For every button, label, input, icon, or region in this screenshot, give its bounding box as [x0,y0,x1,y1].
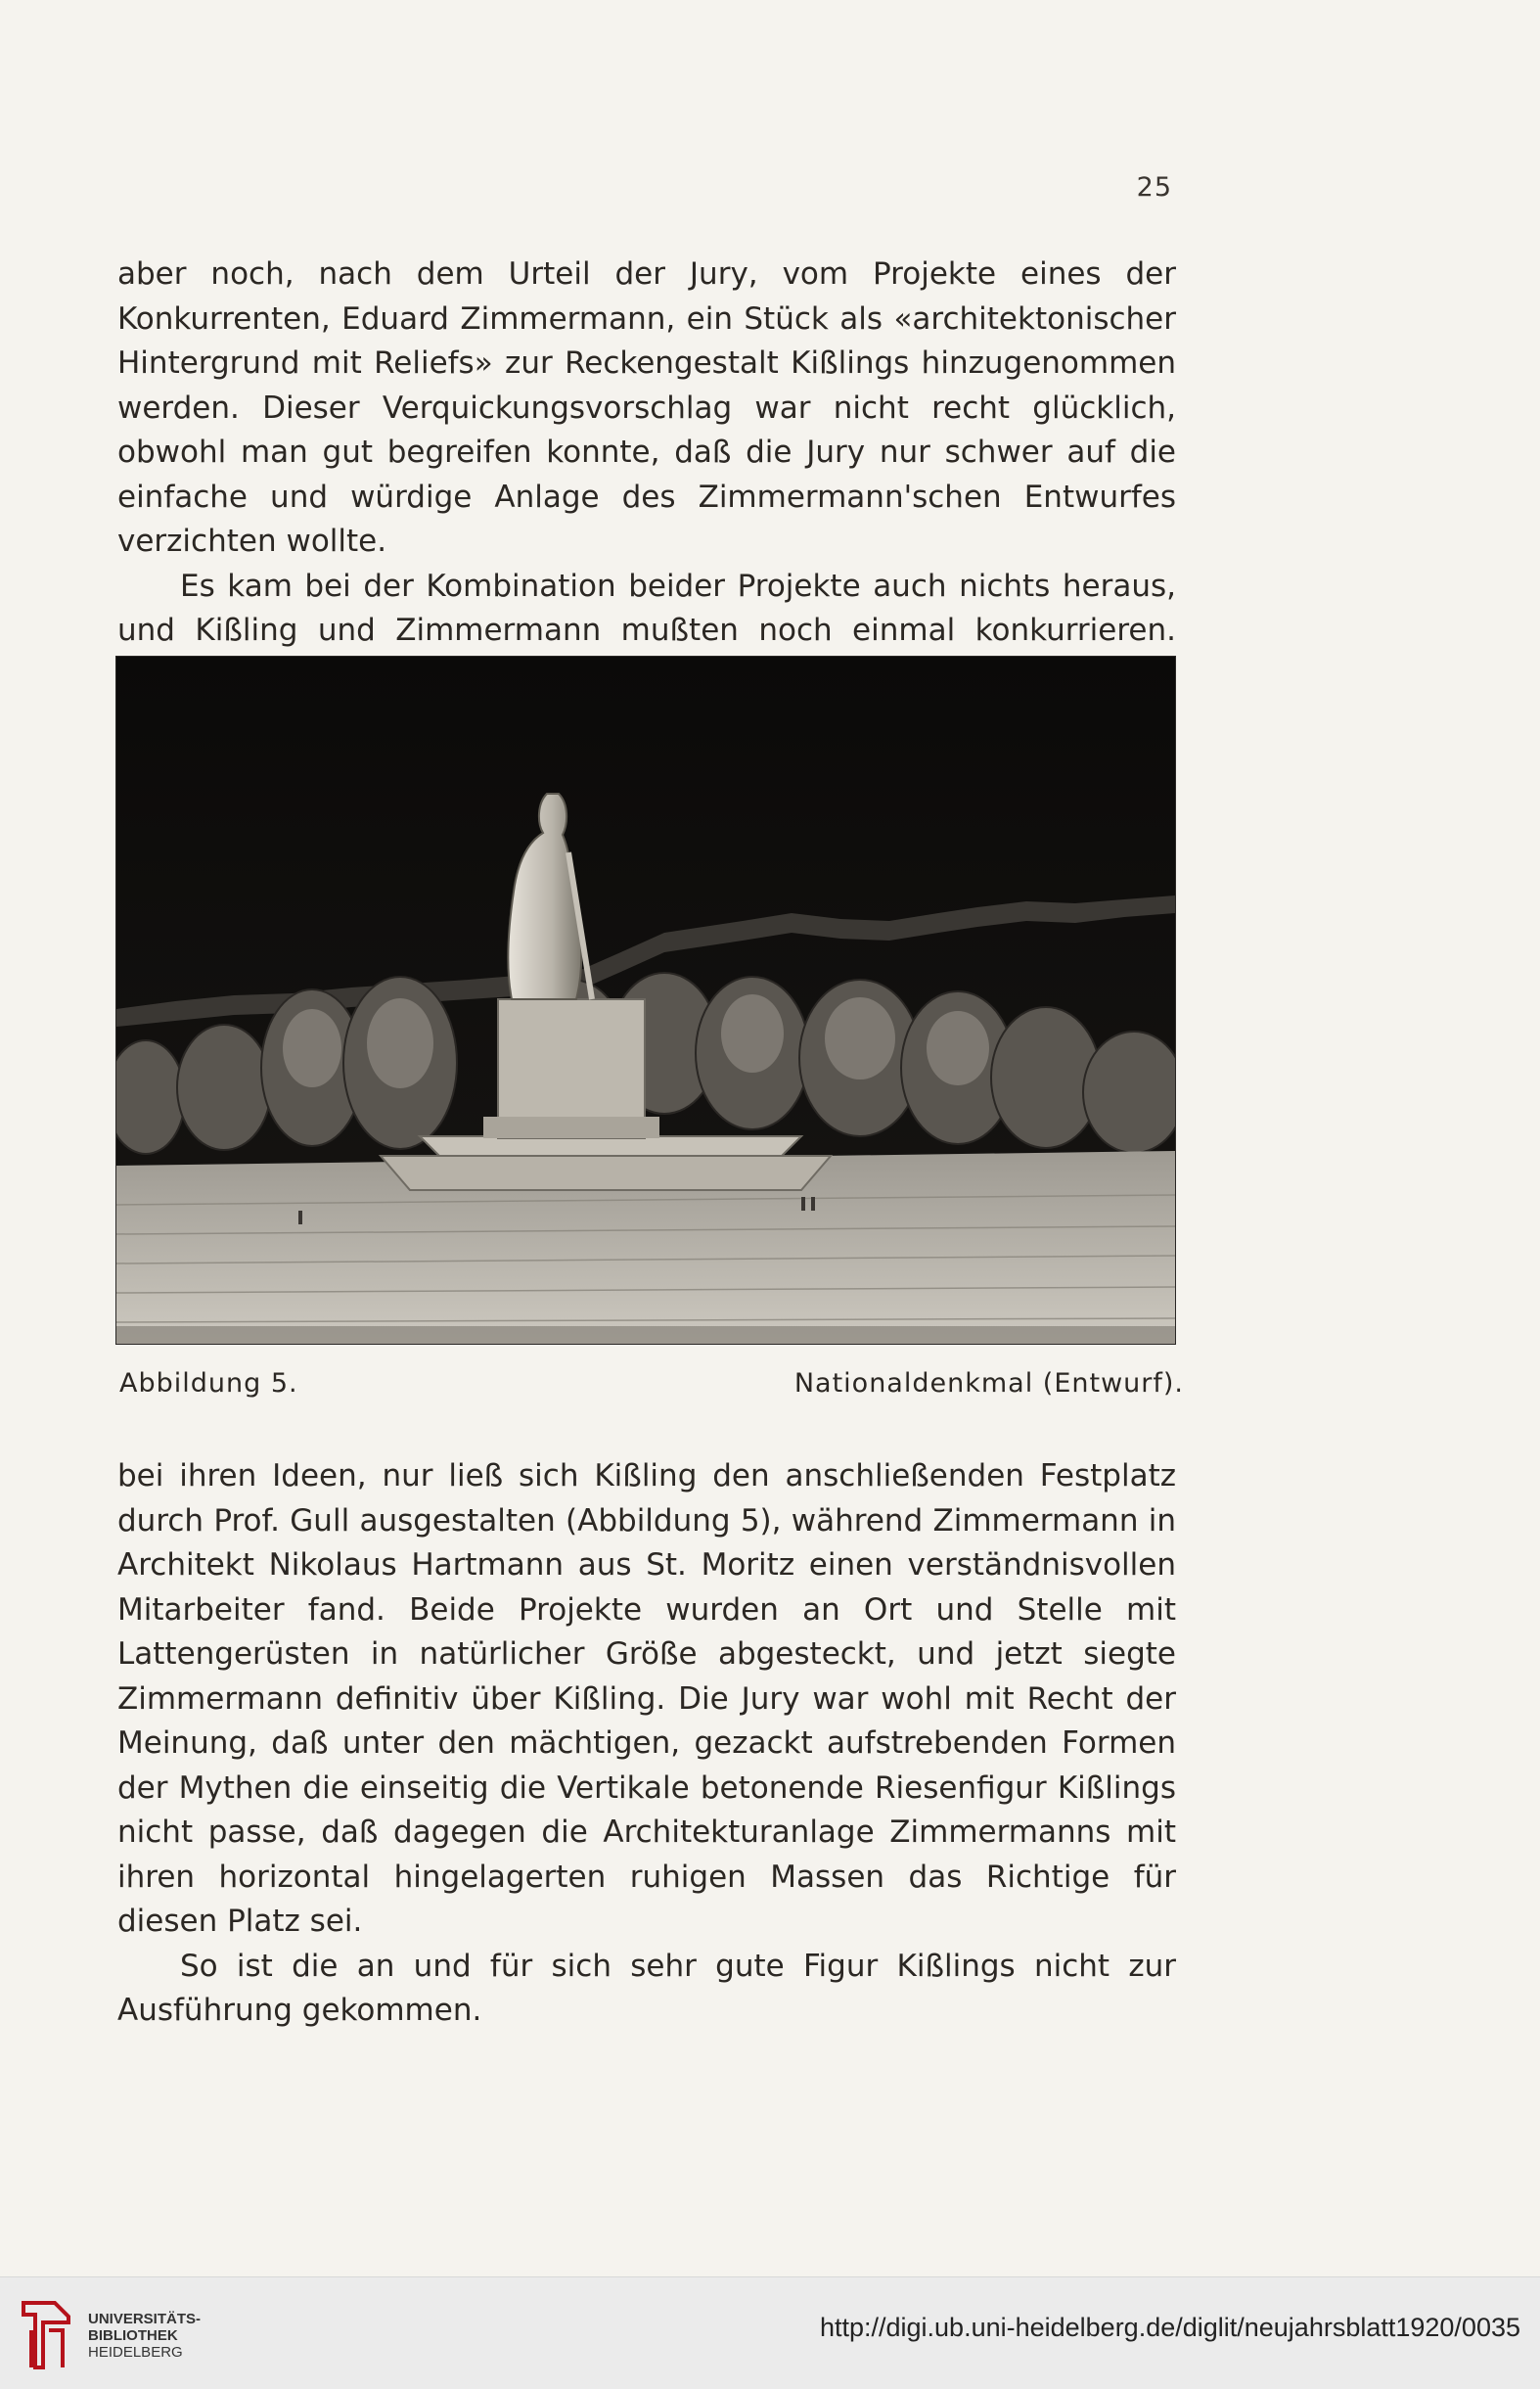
library-name-line: UNIVERSITÄTS- [88,2311,202,2327]
paragraph: So ist die an und für sich sehr gute Figur Kißlings nicht zur Ausführung gekommen. [117,1948,1176,2028]
paragraph: aber noch, nach dem Urteil der Jury, vom Projekte eines der Konkurrenten, Eduard Zimmermann, ein Stück als «architektonischer Hintergrund mit Reliefs» zur Reckengestalt Kißlings hinzugenommen werden. Dieser Verquickungsvorschlag war nicht recht glücklich, obwohl man gut begreifen konnte, daß die Jury nur schwer auf die einfache und würdige Anlage des Zimmermann'schen Entwurfes verzichten wollte. [117,256,1176,559]
library-name-line: BIBLIOTHEK [88,2327,178,2344]
footer-bar [0,2276,1540,2389]
text-block-bottom [117,1454,1176,2034]
figure-caption-label: Abbildung 5. [119,1368,298,1399]
library-name-line: HEIDELBERG [88,2344,183,2361]
monument-photo-illustration [116,657,1175,1344]
university-library-logo-icon [16,2295,74,2373]
source-url-link[interactable]: http://digi.ub.uni-heidelberg.de/diglit/neujahrsblatt1920/0035 [819,2313,1520,2342]
figure-photo-nationaldenkmal [115,656,1176,1345]
paragraph: Es kam bei der Kombination beider Projekte auch nichts heraus, und Kißling und Zimmermann mußten noch einmal konkurrieren. [117,568,1176,648]
library-name [88,2311,201,2361]
page-number: 25 [1136,172,1172,203]
text-block-top [117,253,1176,698]
paragraph: bei ihren Ideen, nur ließ sich Kißling den anschließenden Festplatz durch Prof. Gull ausgestalten (Abbildung 5), während Zimmermann in Architekt Nikolaus Hartmann aus St. Moritz einen verständnisvollen Mitarbeiter fand. Beide Projekte wurden an Ort und Stelle mit Lattengerüsten in natürlicher Größe abgesteckt, und jetzt siegte Zimmermann definitiv über Kißling. Die Jury war wohl mit Recht der Meinung, daß unter den mächtigen, gezackt aufstrebenden Formen der Mythen die einseitig die Vertikale betonende Riesenfigur Kißlings nicht passe, daß dagegen die Architekturanlage Zimmermanns mit ihren horizontal hingelagerten ruhigen Massen das Richtige für diesen Platz sei. [117,1458,1176,1939]
figure-caption-title: Nationaldenkmal (Entwurf). [793,1368,1184,1399]
